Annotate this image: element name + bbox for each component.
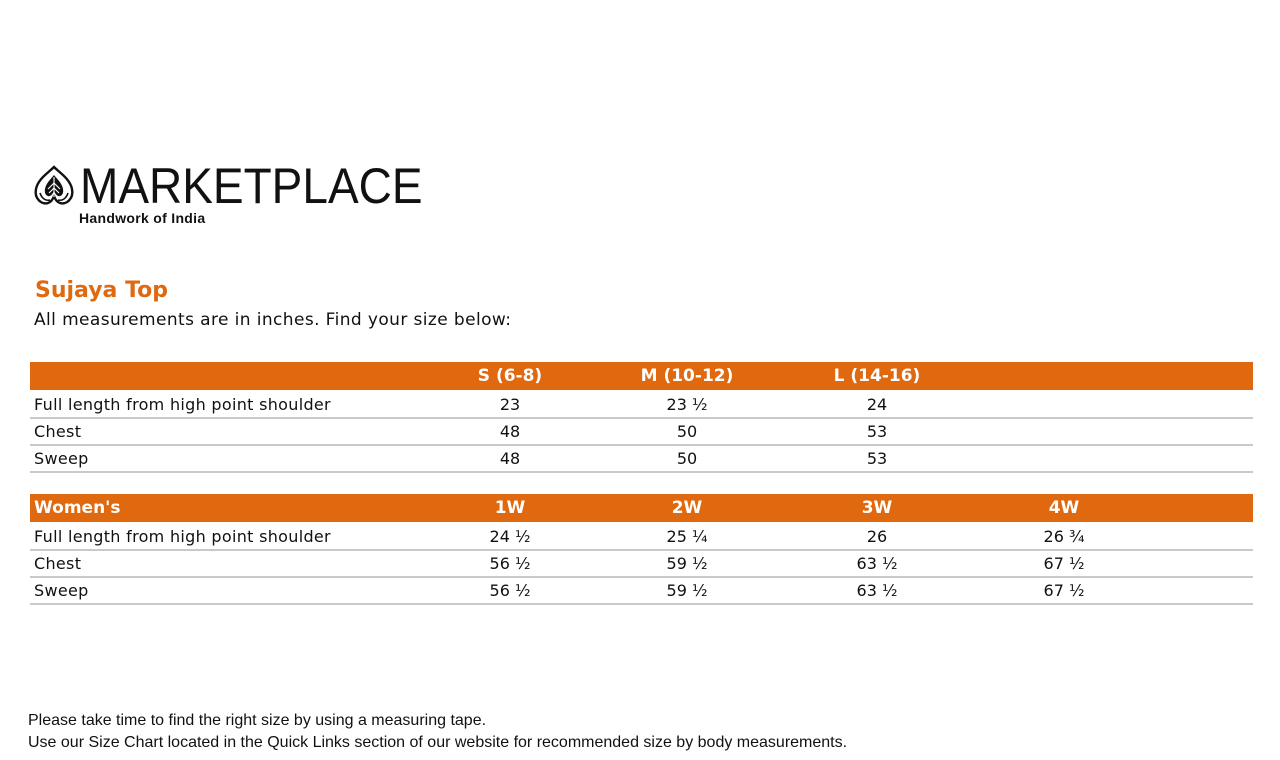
table-header: [30, 494, 1253, 524]
row-label: Full length from high point shoulder: [34, 527, 331, 546]
cell-value: 26 ¾: [1043, 527, 1085, 546]
size-header-3w: 3W: [861, 498, 893, 518]
footer-line-1: Please take time to find the right size by using a measuring tape.: [28, 712, 487, 729]
cell-value: 24: [866, 395, 888, 414]
cell-value: 48: [499, 422, 521, 441]
cell-value: 26: [866, 527, 888, 546]
table-row: [30, 524, 1253, 551]
row-label: Chest: [34, 422, 82, 441]
footer-line-2: Use our Size Chart located in the Quick Links section of our website for recommended size by body measurements.: [28, 734, 848, 751]
brand-name: MARKETPLACE: [80, 158, 423, 214]
size-header-m: M (10-12): [640, 366, 734, 386]
product-title: Sujaya Top: [35, 278, 169, 303]
misses-size-table: [30, 362, 1253, 473]
cell-value: 25 ¼: [666, 527, 708, 546]
cell-value: 59 ½: [666, 554, 708, 573]
row-label: Sweep: [34, 449, 89, 468]
cell-value: 67 ½: [1043, 581, 1085, 600]
cell-value: 63 ½: [856, 581, 898, 600]
cell-value: 50: [676, 422, 698, 441]
table-row: [30, 446, 1253, 473]
cell-value: 59 ½: [666, 581, 708, 600]
table-header: [30, 362, 1253, 392]
cell-value: 53: [866, 422, 888, 441]
cell-value: 23: [499, 395, 521, 414]
size-header-4w: 4W: [1048, 498, 1080, 518]
size-header-l: L (14-16): [833, 366, 921, 386]
table-row: [30, 578, 1253, 605]
womens-size-table: [30, 494, 1253, 605]
size-header-s: S (6-8): [477, 366, 543, 386]
table-row: [30, 392, 1253, 419]
cell-value: 23 ½: [666, 395, 708, 414]
cell-value: 56 ½: [489, 581, 531, 600]
cell-value: 24 ½: [489, 527, 531, 546]
size-header-1w: 1W: [494, 498, 526, 518]
measurement-note: All measurements are in inches. Find your size below:: [34, 310, 512, 330]
table-row: [30, 419, 1253, 446]
footer-notes: [28, 710, 847, 754]
table-row: [30, 551, 1253, 578]
brand-tagline: Handwork of India: [79, 210, 206, 226]
brand-logo: [32, 160, 452, 226]
womens-header-label: Women's: [34, 498, 121, 518]
cell-value: 53: [866, 449, 888, 468]
cell-value: 67 ½: [1043, 554, 1085, 573]
size-header-2w: 2W: [671, 498, 703, 518]
cell-value: 48: [499, 449, 521, 468]
leaf-emblem-icon: [32, 163, 76, 209]
row-label: Chest: [34, 554, 82, 573]
row-label: Sweep: [34, 581, 89, 600]
row-label: Full length from high point shoulder: [34, 395, 331, 414]
cell-value: 50: [676, 449, 698, 468]
cell-value: 56 ½: [489, 554, 531, 573]
cell-value: 63 ½: [856, 554, 898, 573]
